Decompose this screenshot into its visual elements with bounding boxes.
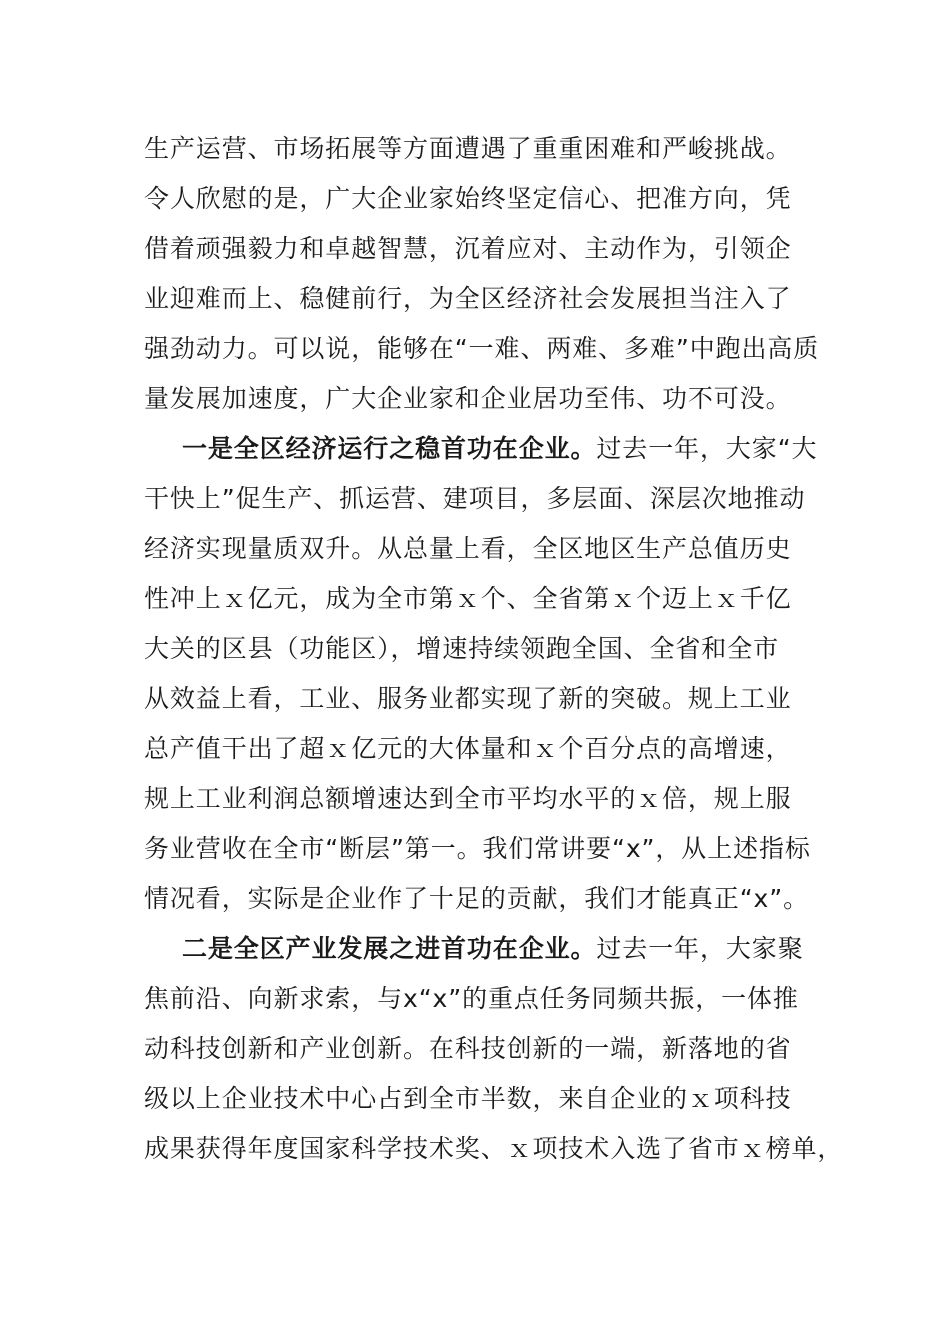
text-line: 业迎难而上、稳健前行，为全区经济社会发展担当注入了 xyxy=(144,284,792,313)
paragraph-lead-rest: 过去一年，大家“大 xyxy=(596,434,818,463)
paragraph-lead-rest: 过去一年，大家聚 xyxy=(596,934,804,963)
text-line: 总产值干出了超ｘ亿元的大体量和ｘ个百分点的高增速， xyxy=(144,734,792,763)
text-line: 性冲上ｘ亿元，成为全市第ｘ个、全省第ｘ个迈上ｘ千亿 xyxy=(144,584,792,613)
text-line: 务业营收在全市“断层”第一。我们常讲要“x”，从上述指标 xyxy=(144,834,811,863)
text-line: 大关的区县（功能区），增速持续领跑全国、全省和全市 xyxy=(144,634,780,663)
text-line: 借着顽强毅力和卓越智慧，沉着应对、主动作为，引领企 xyxy=(144,234,792,263)
text-line-first xyxy=(144,924,836,974)
paragraph-3 xyxy=(144,924,844,1174)
text-line: 干快上”促生产、抓运营、建项目，多层面、深层次地推动 xyxy=(144,484,806,513)
text-line: 生产运营、市场拓展等方面遭遇了重重困难和严峻挑战。 xyxy=(144,134,792,163)
text-line: 经济实现量质双升。从总量上看，全区地区生产总值历史 xyxy=(144,534,792,563)
text-line: 强劲动力。可以说，能够在“一难、两难、多难”中跑出高质 xyxy=(144,334,820,363)
text-line: 级以上企业技术中心占到全市半数，来自企业的ｘ项科技 xyxy=(144,1084,792,1113)
text-line-first xyxy=(144,424,836,474)
text-line: 从效益上看，工业、服务业都实现了新的突破。规上工业 xyxy=(144,684,792,713)
paragraph-lead-heading: 二是全区产业发展之进首功在企业。 xyxy=(182,934,597,963)
text-line: 情况看，实际是企业作了十足的贡献，我们才能真正“x”。 xyxy=(144,884,810,913)
paragraph-2 xyxy=(144,424,836,924)
text-line: 成果获得年度国家科学技术奖、ｘ项技术入选了省市ｘ榜单， xyxy=(144,1134,844,1163)
paragraph-lead-heading: 一是全区经济运行之稳首功在企业。 xyxy=(182,434,597,463)
text-line: 动科技创新和产业创新。在科技创新的一端，新落地的省 xyxy=(144,1034,792,1063)
paragraph-1 xyxy=(144,124,836,424)
text-line: 令人欣慰的是，广大企业家始终坚定信心、把准方向，凭 xyxy=(144,184,792,213)
text-line: 焦前沿、向新求索，与x“x”的重点任务同频共振，一体推 xyxy=(144,984,799,1013)
text-line: 量发展加速度，广大企业家和企业居功至伟、功不可没。 xyxy=(144,384,792,413)
document-body xyxy=(144,124,844,1174)
text-line: 规上工业利润总额增速达到全市平均水平的ｘ倍，规上服 xyxy=(144,784,792,813)
